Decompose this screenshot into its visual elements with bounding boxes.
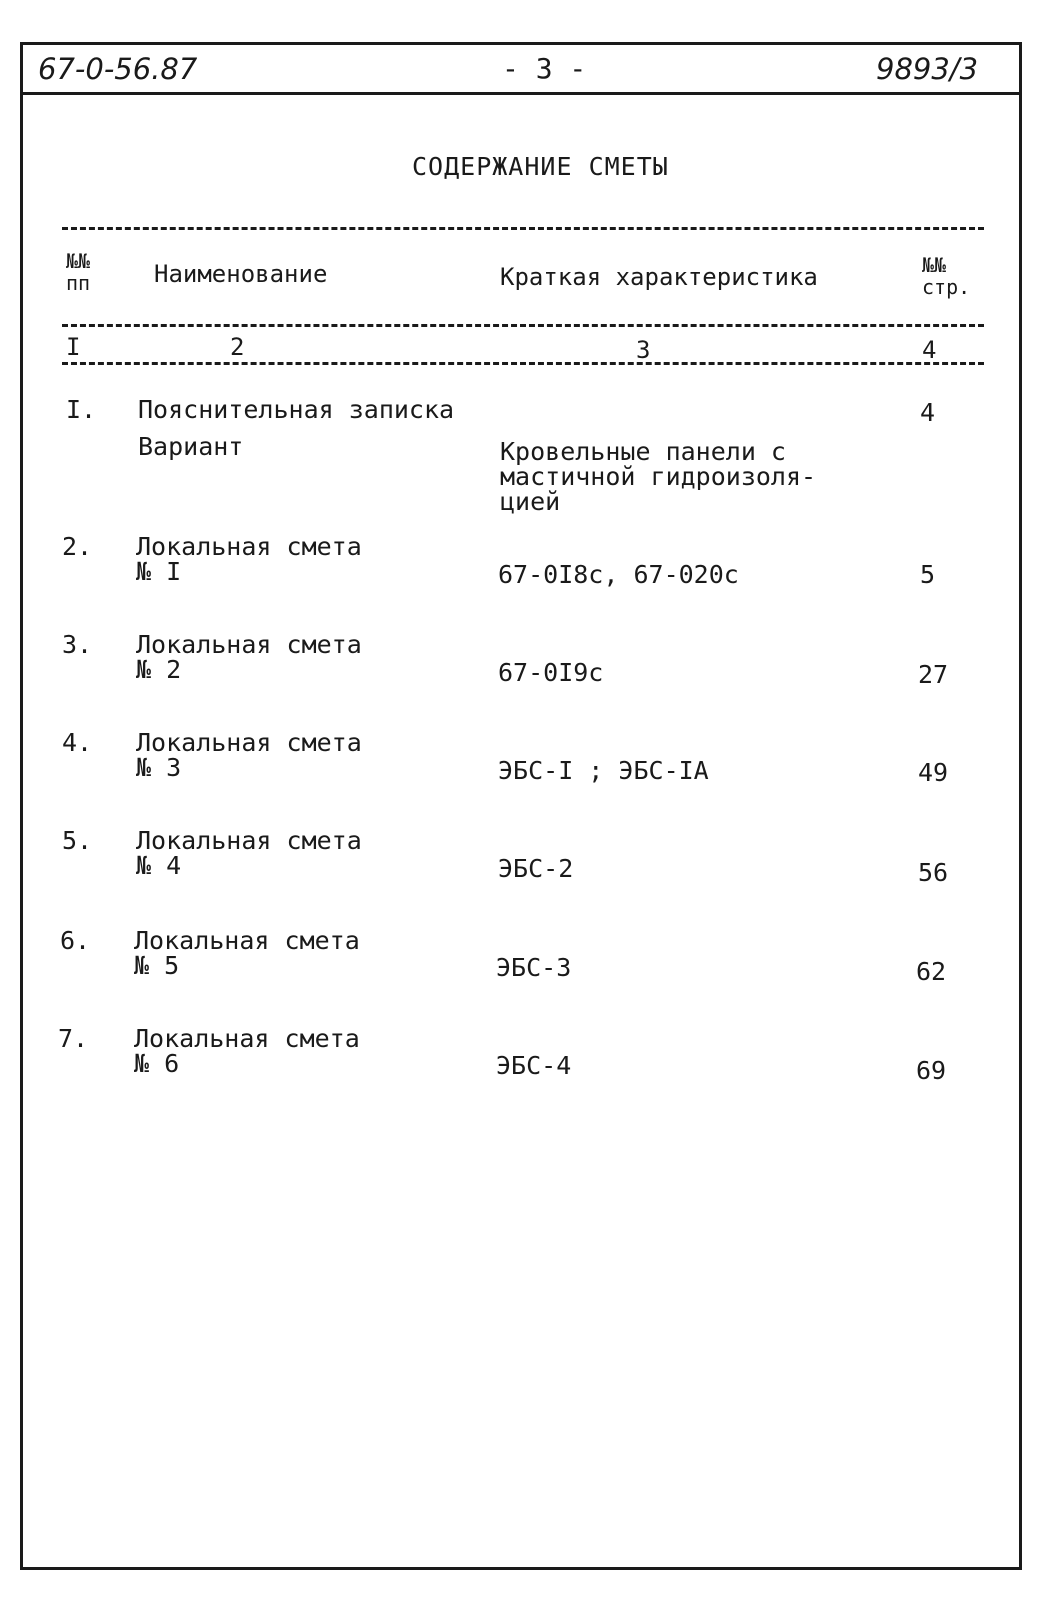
row-7-num: 7.: [58, 1024, 89, 1053]
row-7-desc: ЭБС-4: [496, 1051, 572, 1080]
row-4-name: Локальная смета № 3: [136, 728, 362, 782]
page-title: СОДЕРЖАНИЕ СМЕТЫ: [412, 152, 669, 181]
page-number: - 3 -: [502, 52, 587, 85]
col-index-4: 4: [922, 336, 937, 364]
row-6-desc: ЭБС-3: [496, 953, 572, 982]
dashed-rule-top: [62, 227, 984, 230]
dashed-rule-bottom: [62, 362, 984, 365]
row-6-name: Локальная смета № 5: [134, 926, 360, 980]
row-2-num: 2.: [62, 532, 93, 561]
row-3-name: Локальная смета № 2: [136, 630, 362, 684]
row-1-page: 4: [920, 398, 936, 427]
dashed-rule-mid: [62, 324, 984, 327]
row-5-name: Локальная смета № 4: [136, 826, 362, 880]
row-variant-name: Вариант: [138, 432, 244, 461]
doc-code: 67-0-56.87: [38, 52, 198, 86]
sheet-number: 9893/3: [876, 52, 979, 86]
row-7-page: 69: [916, 1056, 947, 1085]
row-3-desc: 67-0I9с: [498, 658, 604, 687]
col-header-page: №№ стр.: [922, 253, 971, 299]
row-1-name: Пояснительная записка: [138, 395, 455, 424]
row-5-num: 5.: [62, 826, 93, 855]
row-2-page: 5: [920, 560, 936, 589]
row-6-page: 62: [916, 957, 947, 986]
row-2-name: Локальная смета № I: [136, 532, 362, 586]
row-5-page: 56: [918, 858, 949, 887]
row-3-num: 3.: [62, 630, 93, 659]
col-header-num: №№ пп: [66, 249, 91, 295]
row-7-name: Локальная смета № 6: [134, 1024, 360, 1078]
header-divider: [20, 92, 1022, 95]
col-index-2: 2: [230, 333, 245, 361]
row-3-page: 27: [918, 660, 949, 689]
col-header-name: Наименование: [154, 260, 328, 288]
col-index-1: I: [66, 333, 81, 361]
row-4-desc: ЭБС-I ; ЭБС-IA: [498, 756, 709, 785]
row-2-desc: 67-0I8с, 67-020с: [498, 560, 739, 589]
col-header-desc: Краткая характеристика: [500, 263, 818, 291]
row-5-desc: ЭБС-2: [498, 854, 574, 883]
row-variant-desc: Кровельные панели с мастичной гидроизоля- цией: [500, 437, 817, 516]
row-6-num: 6.: [60, 926, 91, 955]
row-4-page: 49: [918, 758, 949, 787]
col-index-3: 3: [636, 336, 651, 364]
row-4-num: 4.: [62, 728, 93, 757]
row-1-num: I.: [66, 395, 97, 424]
